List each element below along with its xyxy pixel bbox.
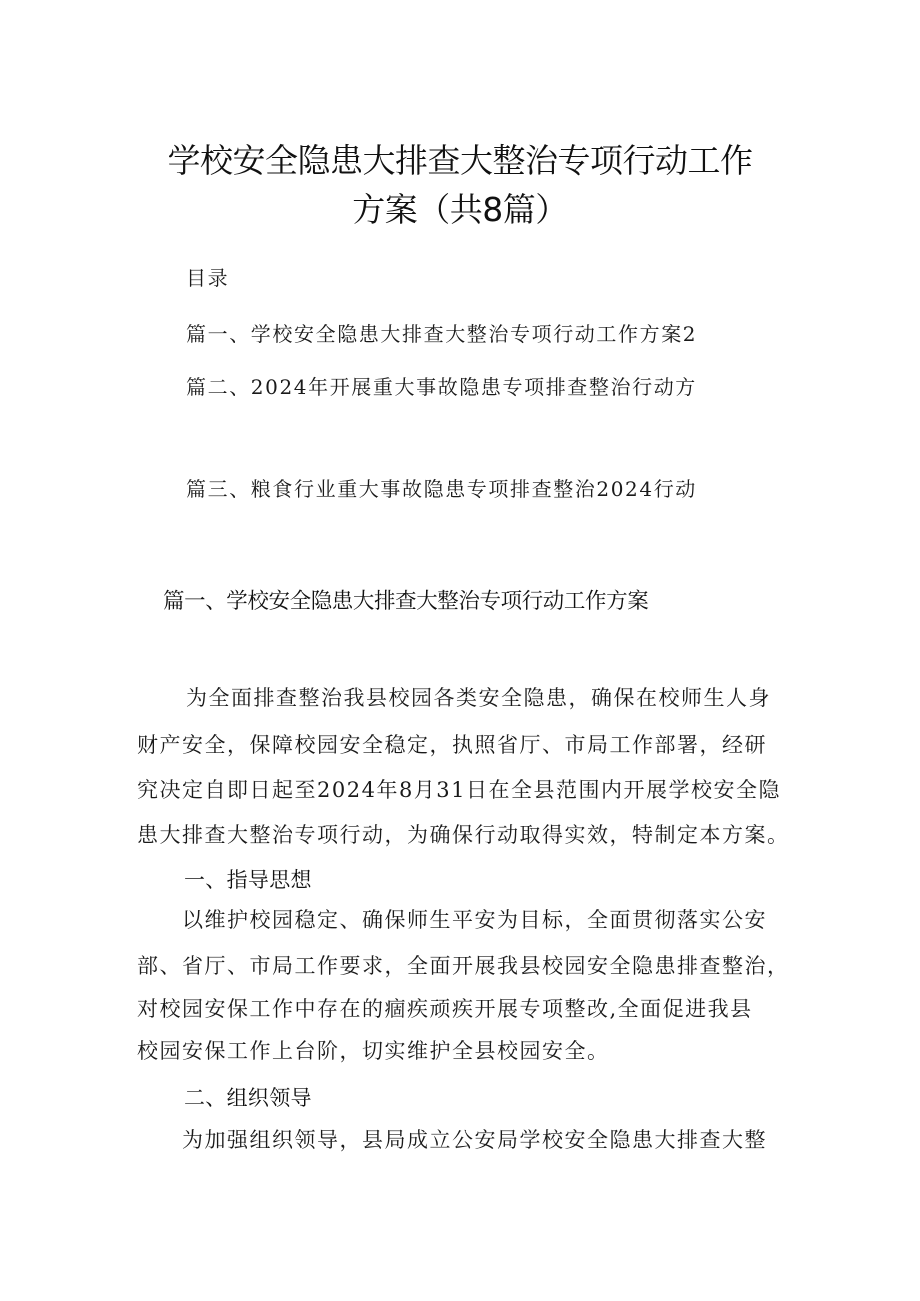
section-heading: 篇一、学校安全隐患大排查大整治专项行动工作方案 bbox=[163, 589, 649, 614]
toc-item-1[interactable]: 篇一、学校安全隐患大排查大整治专项行动工作方案2 bbox=[186, 322, 698, 346]
part1-line-1: 以维护校园稳定、确保师生平安为目标，全面贯彻落实公安 bbox=[182, 908, 767, 932]
intro-line-2: 财产安全，保障校园安全稳定，执照省厅、市局工作部署，经研 bbox=[137, 733, 767, 757]
toc-item-2[interactable]: 篇二、2024年开展重大事故隐患专项排查整治行动方 bbox=[186, 375, 697, 399]
part2-heading: 二、组织领导 bbox=[184, 1086, 312, 1110]
toc-heading: 目录 bbox=[186, 266, 230, 290]
document-title-line-2: 方案（共8篇） bbox=[352, 190, 568, 229]
part1-line-3: 对校园安保工作中存在的痼疾顽疾开展专项整改,全面促进我县 bbox=[137, 997, 753, 1021]
toc-item-3[interactable]: 篇三、粮食行业重大事故隐患专项排查整治2024行动 bbox=[186, 477, 697, 501]
part1-line-2: 部、省厅、市局工作要求，全面开展我县校园安全隐患排查整治， bbox=[137, 954, 790, 978]
part1-heading: 一、指导思想 bbox=[184, 868, 312, 892]
document-title-line-1: 学校安全隐患大排查大整治专项行动工作 bbox=[167, 141, 753, 180]
part2-line-1: 为加强组织领导，县局成立公安局学校安全隐患大排查大整 bbox=[182, 1128, 767, 1152]
intro-line-3: 究决定自即日起至2024年8月31日在全县范围内开展学校安全隐 bbox=[137, 778, 782, 802]
part1-line-4: 校园安保工作上台阶，切实维护全县校园安全。 bbox=[137, 1039, 610, 1063]
intro-line-1: 为全面排查整治我县校园各类安全隐患，确保在校师生人身 bbox=[186, 686, 771, 710]
intro-line-4: 患大排查大整治专项行动，为确保行动取得实效，特制定本方案。 bbox=[137, 823, 790, 847]
